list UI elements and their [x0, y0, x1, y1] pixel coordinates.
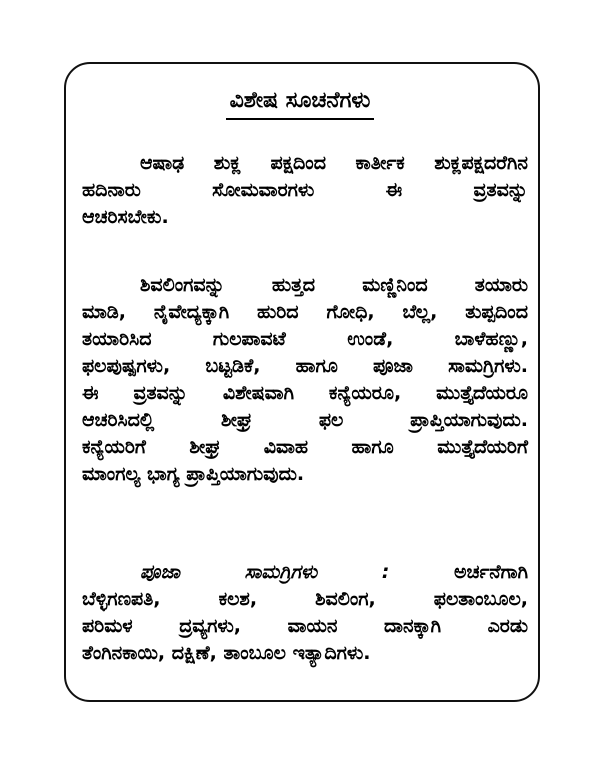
paragraph-line: ತೆಂಗಿನಕಾಯಿ, ದಕ್ಷಿಣೆ, ತಾಂಬೂಲ ಇತ್ಯಾದಿಗಳು. — [82, 642, 371, 664]
paragraph-line: ಮಾಂಗಲ್ಯ ಭಾಗ್ಯ ಪ್ರಾಪ್ತಿಯಾಗುವುದು. — [82, 463, 305, 485]
paragraph-line: ಪರಿಮಳ ದ್ರವ್ಯಗಳು, ವಾಯನ ದಾನಕ್ಕಾಗಿ ಎರಡು — [82, 615, 528, 637]
paragraph-line: ಈ ವ್ರತವನ್ನು ವಿಶೇಷವಾಗಿ ಕನ್ಯೆಯರೂ, ಮುತ್ತೈದೆಯರೂ — [82, 382, 528, 404]
page-title-text: ವಿಶೇಷ ಸೂಚನೆಗಳು — [226, 86, 375, 120]
paragraph-puja-items — [82, 559, 528, 667]
paragraph-timing — [82, 150, 528, 231]
paragraph-line: ಆಚರಿಸಬೇಕು. — [82, 206, 169, 228]
paragraph-line: ಆಷಾಢ ಶುಕ್ಲ ಪಕ್ಷದಿಂದ ಕಾರ್ತೀಕ ಶುಕ್ಲಪಕ್ಷದರೆಗಿನ — [140, 152, 528, 174]
paragraph-line: ಮಾಡಿ, ನೈವೇದ್ಯಕ್ಕಾಗಿ ಹುರಿದ ಗೋಧಿ, ಬೆಲ್ಲ, ತುಪ್ಪದಿಂದ — [82, 301, 528, 323]
paragraph-line: ಫಲಪುಷ್ಪಗಳು, ಬಟ್ಟಡಿಕೆ, ಹಾಗೂ ಪೂಜಾ ಸಾಮಗ್ರಿಗಳು. — [82, 355, 528, 377]
puja-items-label-rest: ಅರ್ಚನೆಗಾಗಿ — [453, 561, 528, 583]
paragraph-preparation — [82, 272, 528, 488]
paragraph-line: ತಯಾರಿಸಿದ ಗುಲಪಾವಟೆ ಉಂಡೆ, ಬಾಳೆಹಣ್ಣು, — [82, 328, 528, 350]
paragraph-lead-line — [82, 559, 528, 586]
paragraph-line: ಹದಿನಾರು ಸೋಮವಾರಗಳು ಈ ವ್ರತವನ್ನು — [82, 179, 528, 201]
paragraph-line: ಆಚರಿಸಿದಲ್ಲಿ ಶೀಘ್ರ ಫಲ ಪ್ರಾಪ್ತಿಯಾಗುವುದು. — [82, 409, 528, 431]
paragraph-line: ಕನ್ಯೆಯರಿಗೆ ಶೀಘ್ರ ವಿವಾಹ ಹಾಗೂ ಮುತ್ತೈದೆಯರಿಗೆ — [82, 436, 528, 458]
page-title — [0, 86, 600, 120]
paragraph-line: ಶಿವಲಿಂಗವನ್ನು ಹುತ್ತದ ಮಣ್ಣಿನಿಂದ ತಯಾರು — [140, 274, 528, 296]
puja-items-label: ಪೂಜಾ ಸಾಮಗ್ರಿಗಳು : — [140, 561, 390, 583]
paragraph-line: ಬೆಳ್ಳಿಗಣಪತಿ, ಕಲಶ, ಶಿವಲಿಂಗ, ಫಲತಾಂಬೂಲ, — [82, 588, 528, 610]
